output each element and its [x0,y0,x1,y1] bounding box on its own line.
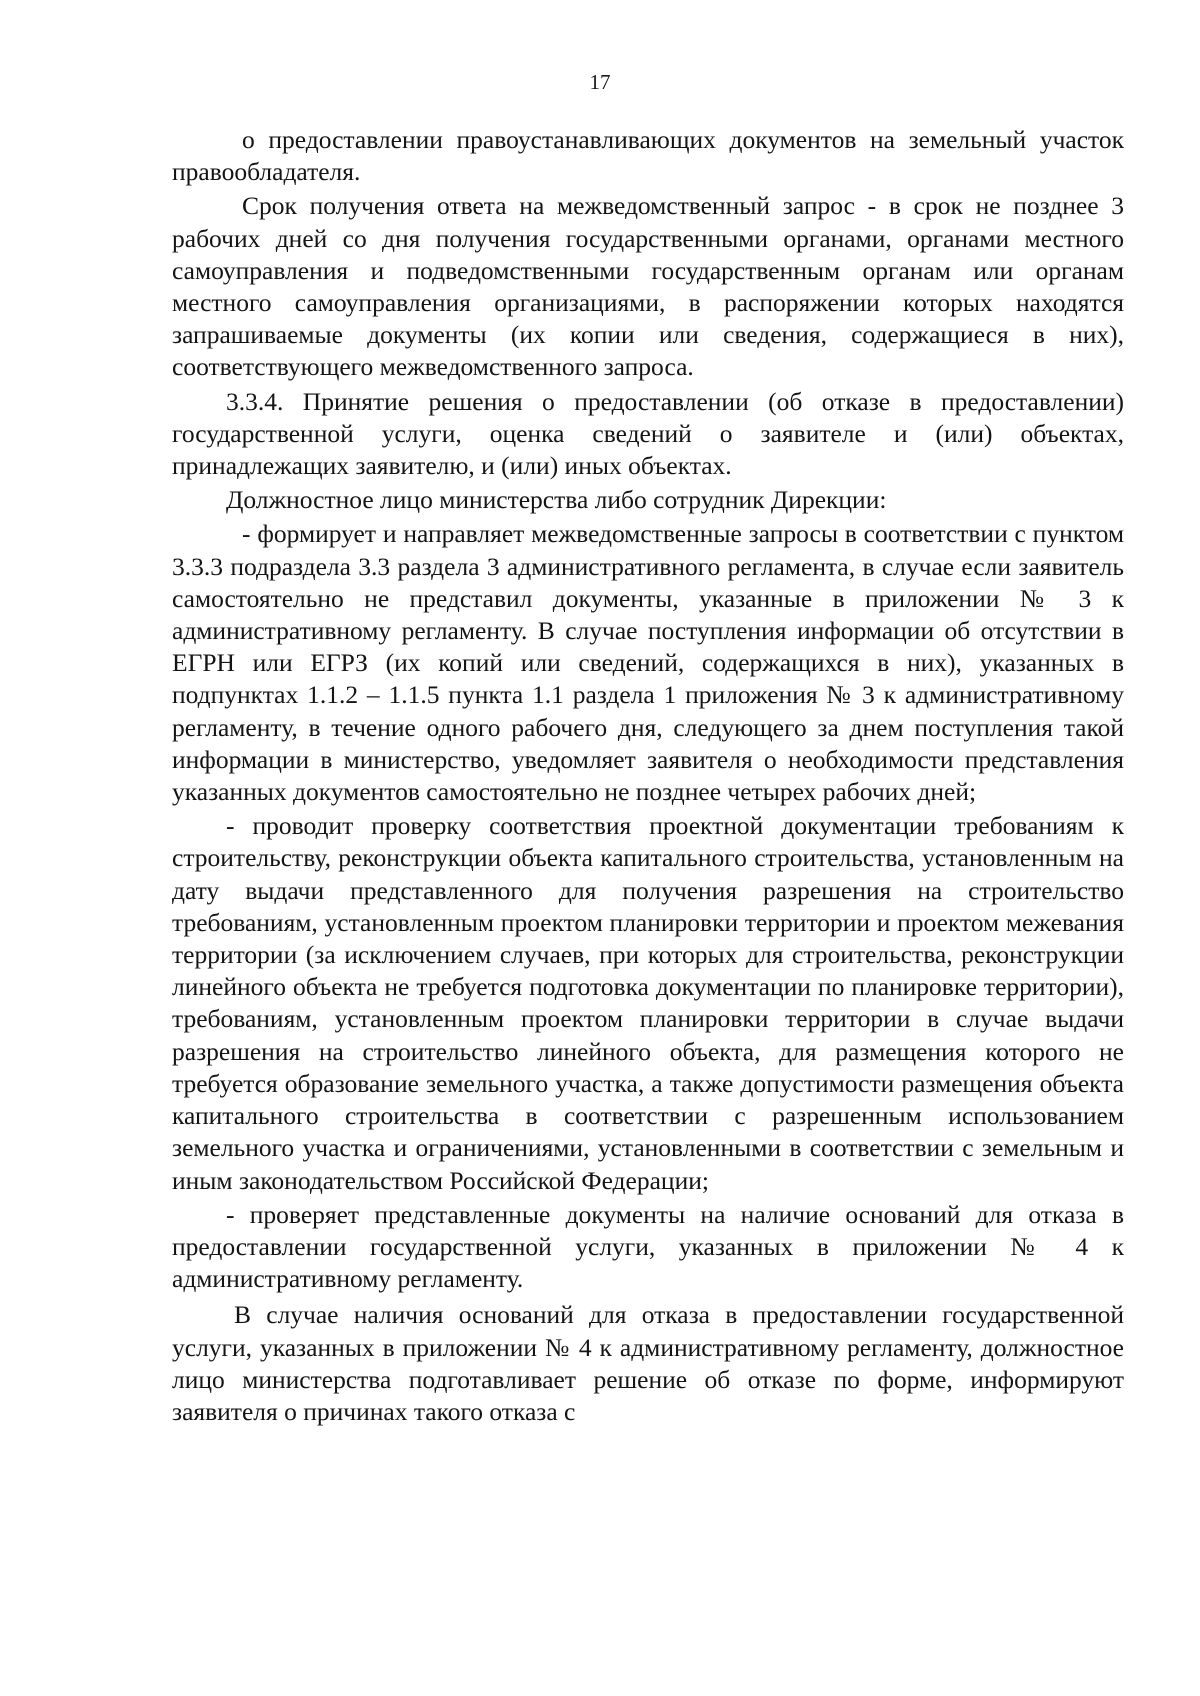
paragraph-duty-requests: - формирует и направляет межведомственные запросы в соответствии с пунктом 3.3.3 подраздела 3.3 раздела 3 административного регламента, в случае если заявитель самостоятельно не представил документы, указанные в приложении № 3 к административному регламенту. В случае поступления информации об отсутствии в ЕГРН или ЕГРЗ (их копий или сведений, содержащихся в них), указанных в подпунктах 1.1.2 – 1.1.5 пункта 1.1 раздела 1 приложения № 3 к административному регламенту, в течение одного рабочего дня, следующего за днем поступления такой информации в министерство, уведомляет заявителя о необходимости представления указанных документов самостоятельно не позднее четырех рабочих дней; [172,519,1124,807]
page-number: 17 [589,70,611,94]
paragraph-section-3-3-4: 3.3.4. Принятие решения о предоставлении (об отказе в предоставлении) государственной услуги, оценка сведений о заявителе и (или) объектах, принадлежащих заявителю, и (или) иных объектах. [172,386,1124,481]
document-body [172,124,1124,1428]
paragraph-official-duties-intro: Должностное лицо министерства либо сотрудник Дирекции: [226,485,887,515]
paragraph-duty-refusal-grounds: - проверяет представленные документы на наличие оснований для отказа в предоставлении государственной услуги, указанных в приложении № 4 к административному регламенту. [172,1199,1124,1294]
paragraph-refusal-decision: В случае наличия оснований для отказа в предоставлении государственной услуги, указанных в приложении № 4 к административному регламенту, должностное лицо министерства подготавливает решение об отказе по форме, информируют заявителя о причинах такого отказа с [172,1300,1124,1426]
paragraph-continuation: о предоставлении правоустанавливающих документов на земельный участок правообладателя. [172,125,1124,187]
paragraph-response-deadline: Срок получения ответа на межведомственный запрос - в срок не позднее 3 рабочих дней со дня получения государственными органами, органами местного самоуправления и подведомственными государственным органам или органам местного самоуправления организациями, в распоряжении которых находятся запрашиваемые документы (их копии или сведения, содержащиеся в них), соответствующего межведомственного запроса. [172,191,1124,382]
paragraph-duty-compliance-check: - проводит проверку соответствия проектной документации требованиям к строительству, реконструкции объекта капитального строительства, установленным на дату выдачи представленного для получения разрешения на строительство требованиям, установленным проектом планировки территории и проектом межевания территории (за исключением случаев, при которых для строительства, реконструкции линейного объекта не требуется подготовка документации по планировке территории), требованиям, установленным проектом планировки территории в случае выдачи разрешения на строительство линейного объекта, для размещения которого не требуется образование земельного участка, а также допустимости размещения объекта капитального строительства в соответствии с разрешенным использованием земельного участка и ограничениями, установленными в соответствии с земельным и иным законодательством Российской Федерации; [172,811,1124,1195]
